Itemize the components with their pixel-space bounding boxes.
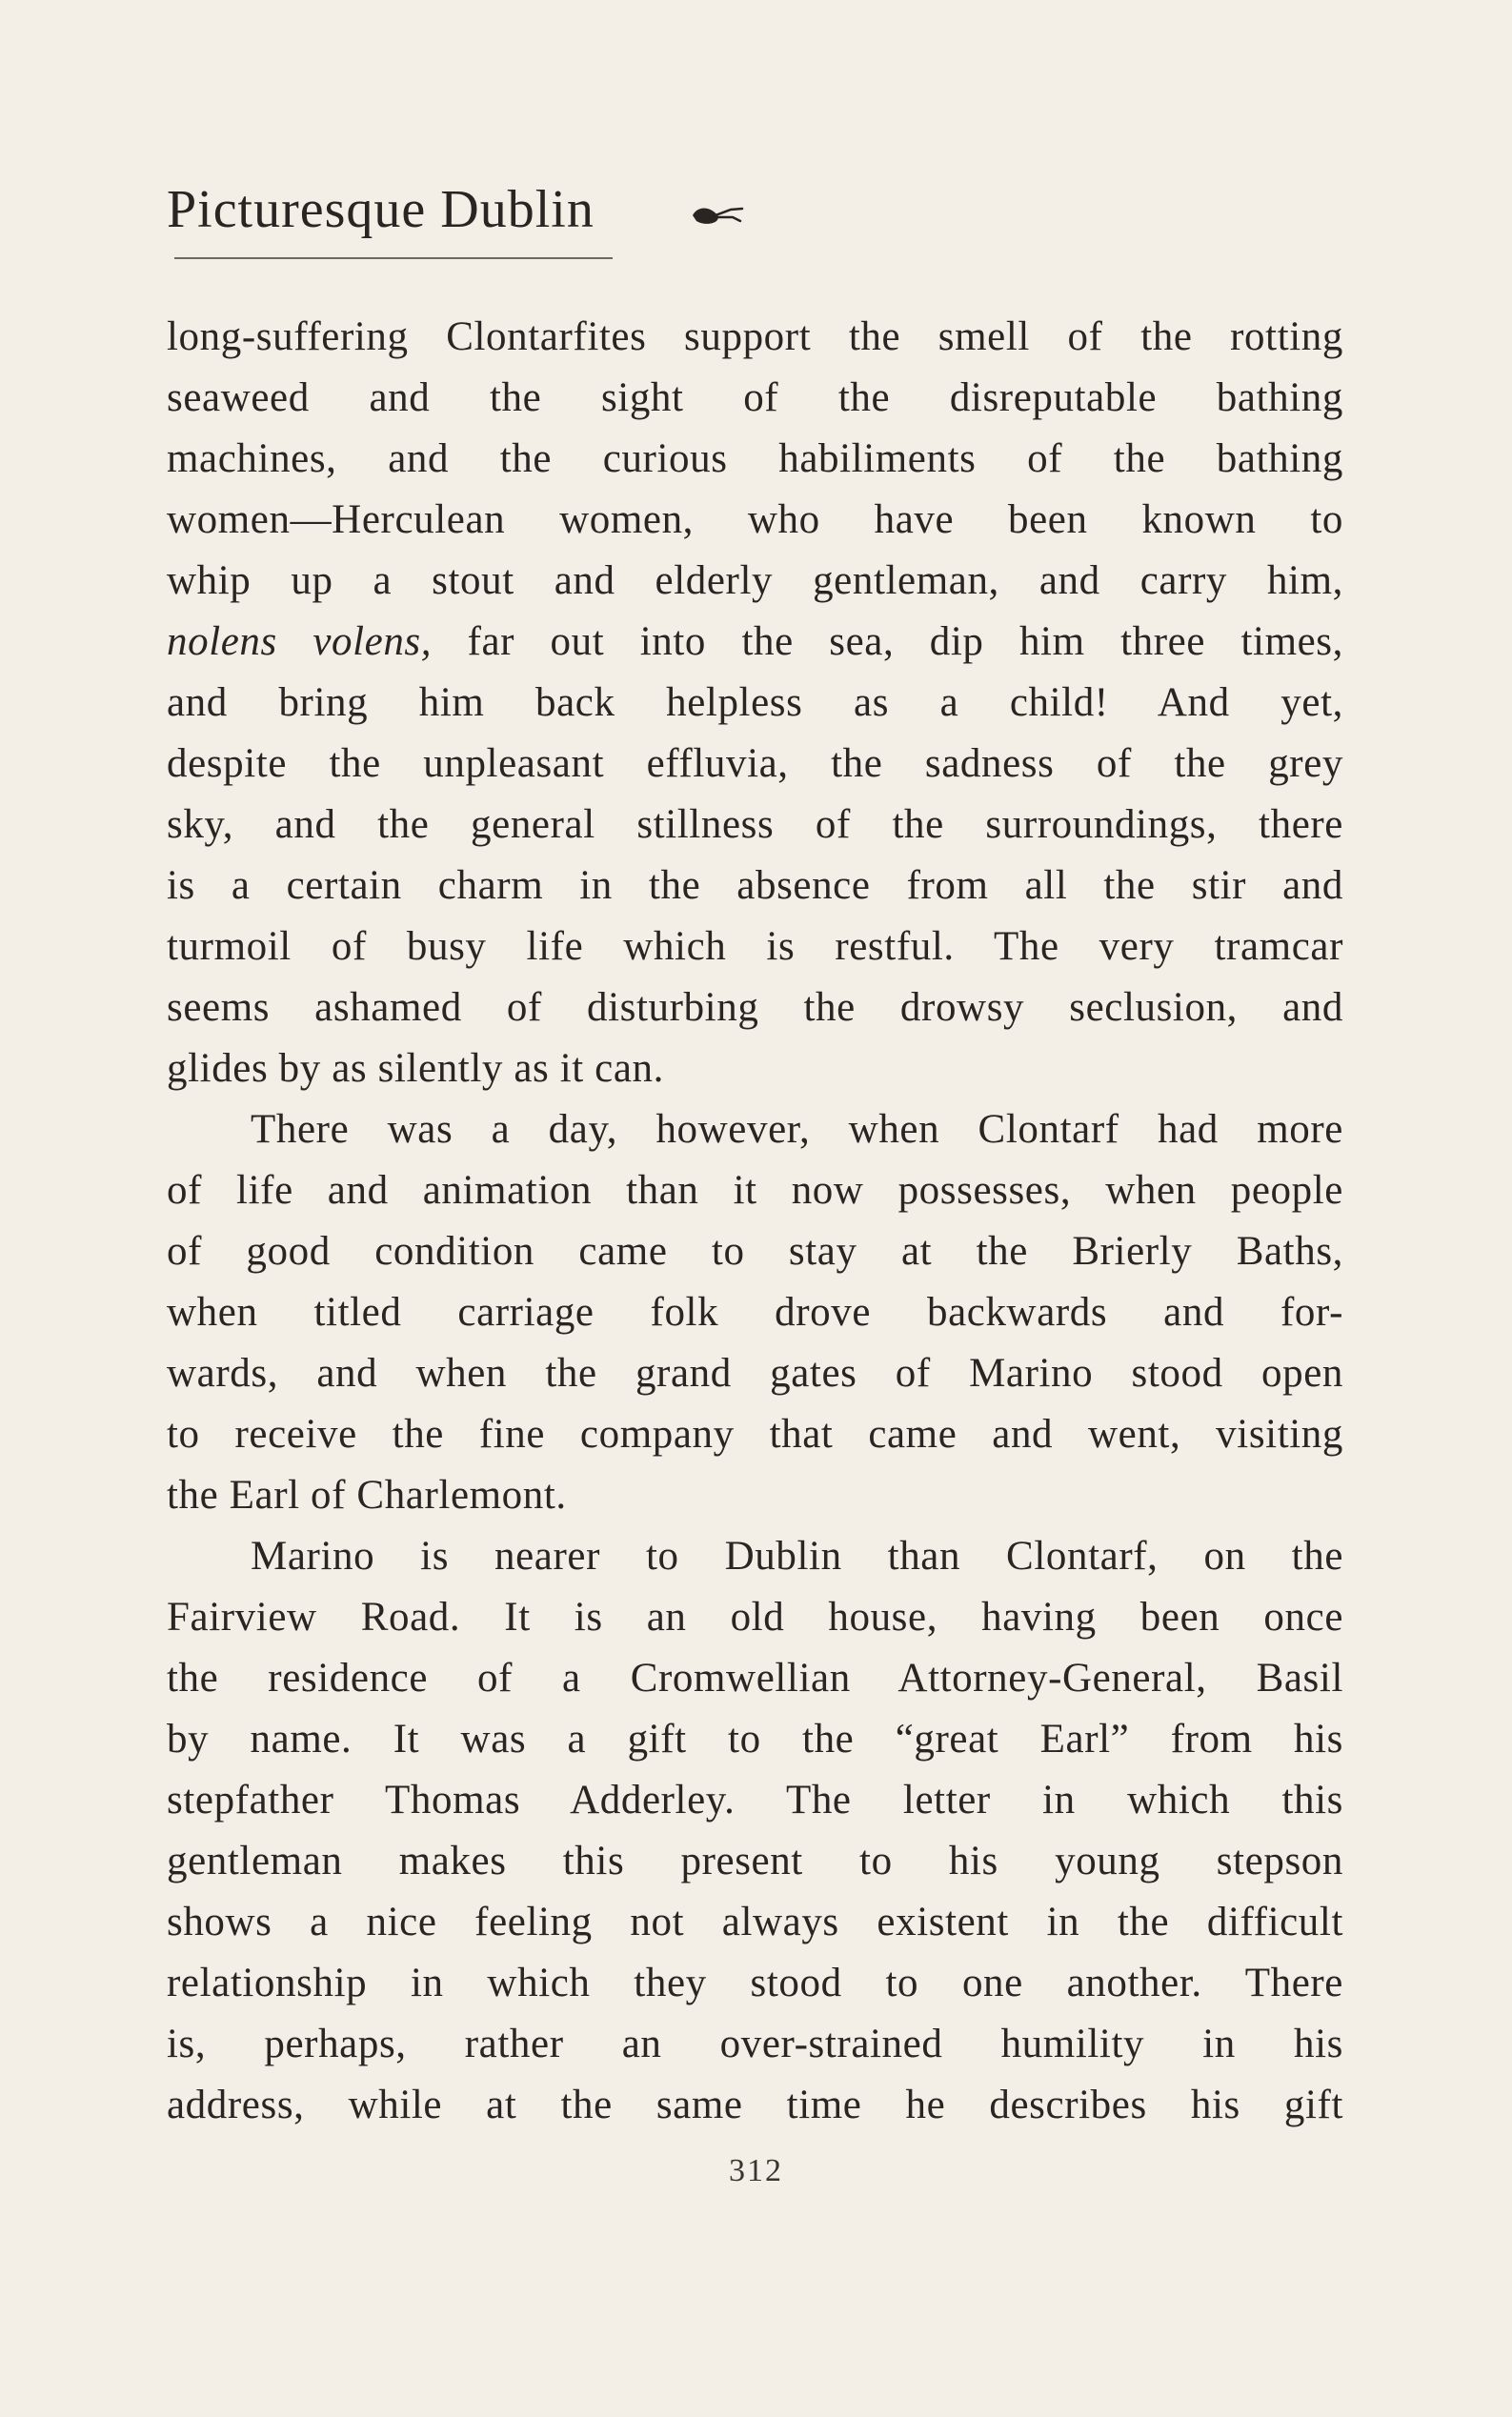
text-line: by name. It was a gift to the “great Earl” from his [167,1717,1343,1762]
text-line: seems ashamed of disturbing the drowsy seclusion, and [167,985,1343,1030]
text-line: of life and animation than it now possesses, when people [167,1168,1343,1213]
text-line: glides by as silently as it can. [167,1046,664,1091]
text-line: sky, and the general stillness of the surroundings, there [167,802,1343,847]
text-line: Marino is nearer to Dublin than Clontarf, on the [251,1534,1343,1579]
text-line: and bring him back helpless as a child! And yet, [167,680,1343,725]
text-line: the Earl of Charlemont. [167,1473,567,1518]
text-line [167,612,1343,673]
text-line: despite the unpleasant effluvia, the sadness of the grey [167,741,1343,786]
text-line: is a certain charm in the absence from all the stir and [167,863,1343,908]
text-line: gentleman makes this present to his young stepson [167,1839,1343,1883]
text-line: wards, and when the grand gates of Marino stood open [167,1351,1343,1396]
text-line: of good condition came to stay at the Brierly Baths, [167,1229,1343,1274]
text-line: machines, and the curious habiliments of the bathing [167,436,1343,481]
text-fragment: far out into the sea, dip him three times, [432,619,1343,664]
italic-phrase: nolens volens, [167,619,433,664]
text-line: whip up a stout and elderly gentleman, and carry him, [167,558,1343,603]
text-line: seaweed and the sight of the disreputable bathing [167,375,1343,420]
text-line: There was a day, however, when Clontarf had more [251,1107,1343,1152]
text-line: address, while at the same time he describes his gift [167,2083,1343,2127]
text-line: stepfather Thomas Adderley. The letter in which this [167,1778,1343,1823]
text-line: relationship in which they stood to one another. There [167,1961,1343,2005]
body-text [167,307,1343,2136]
text-line: when titled carriage folk drove backwards and for- [167,1290,1343,1335]
text-line: women—Herculean women, who have been known to [167,497,1343,542]
page-number: 312 [729,2153,783,2188]
running-head [167,171,834,248]
hand-pointer-fleuron-icon [689,200,746,229]
text-line: shows a nice feeling not always existent in the difficult [167,1900,1343,1944]
running-title: Picturesque Dublin [167,180,595,239]
text-line: turmoil of busy life which is restful. The very tramcar [167,924,1343,969]
text-line: to receive the fine company that came and went, visiting [167,1412,1343,1457]
text-line: long-suffering Clontarfites support the smell of the rotting [167,314,1343,359]
text-line: is, perhaps, rather an over-strained humility in his [167,2022,1343,2066]
text-line: the residence of a Cromwellian Attorney-General, Basil [167,1656,1343,1701]
header-rule [174,257,613,259]
text-line: Fairview Road. It is an old house, having been once [167,1595,1343,1640]
